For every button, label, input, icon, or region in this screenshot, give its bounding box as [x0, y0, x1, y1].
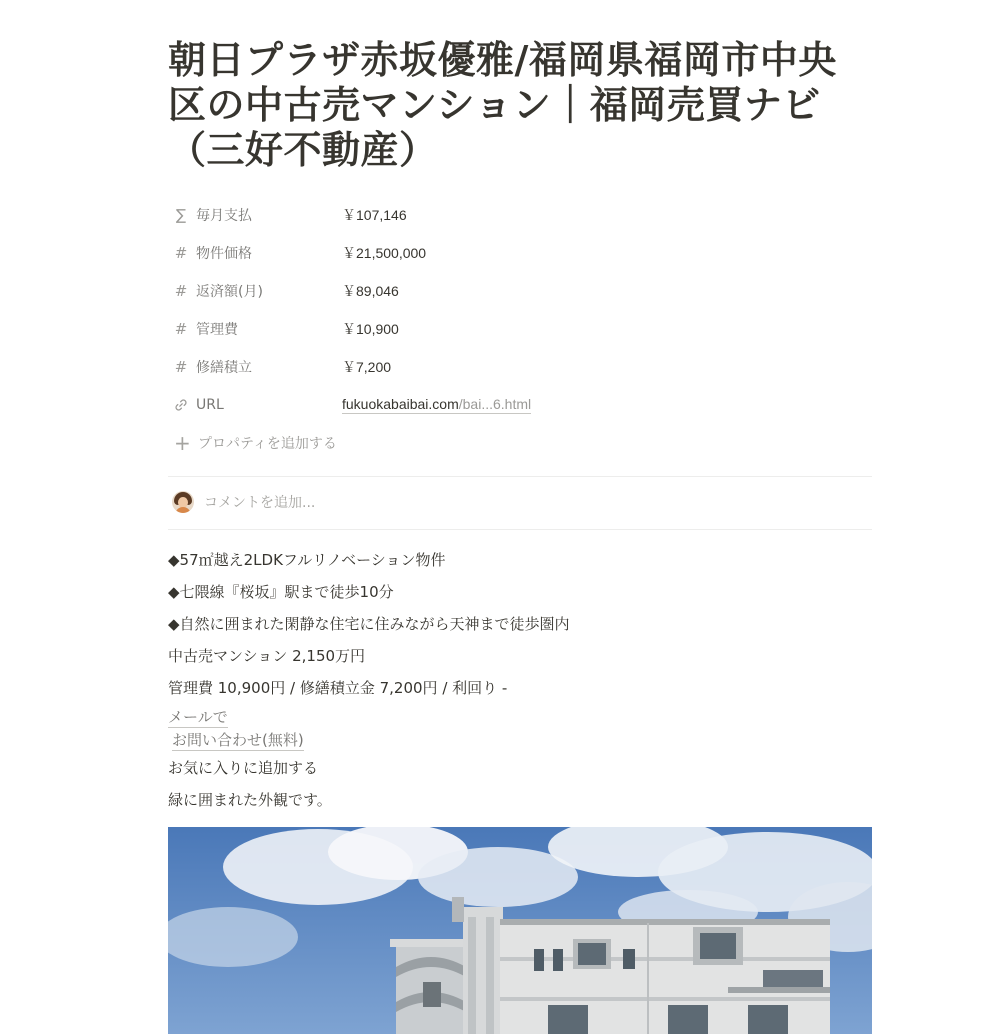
mail-inquiry-link[interactable] [168, 706, 872, 752]
mail-link-line1[interactable]: メールで [168, 708, 228, 726]
add-property-button[interactable] [168, 424, 872, 462]
property-row-price[interactable] [168, 234, 872, 272]
text-block[interactable]: 管理費 10,900円 / 修繕積立金 7,200円 / 利回り - [168, 679, 508, 697]
avatar [172, 491, 194, 513]
page-body [168, 544, 872, 816]
property-row-management-fee[interactable] [168, 310, 872, 348]
divider [168, 529, 872, 530]
property-row-monthly-payment[interactable] [168, 196, 872, 234]
building-photo[interactable] [168, 827, 872, 1034]
comment-input[interactable]: コメントを追加... [204, 495, 316, 511]
hash-icon: # [174, 320, 188, 338]
add-property-label: プロパティを追加する [198, 436, 337, 452]
property-name[interactable] [168, 205, 342, 225]
property-label: 管理費 [196, 322, 238, 338]
url-path: /bai...6.html [458, 396, 532, 412]
property-value[interactable]: ￥10,900 [342, 321, 399, 337]
property-label: 毎月支払 [196, 208, 252, 224]
property-row-url[interactable] [168, 386, 872, 424]
property-name[interactable] [168, 281, 342, 301]
text-block[interactable]: ◆自然に囲まれた閑静な住宅に住みながら天神まで徒歩圏内 [168, 615, 570, 633]
property-name[interactable] [168, 397, 342, 413]
plus-icon: + [174, 431, 191, 455]
properties-panel [168, 196, 872, 462]
property-label: 返済額(月) [196, 284, 263, 300]
property-value[interactable]: ￥7,200 [342, 359, 392, 375]
property-label: 修繕積立 [196, 360, 252, 376]
property-name[interactable] [168, 243, 342, 263]
link-icon [174, 398, 188, 412]
text-block[interactable]: ◆57㎡越え2LDKフルリノベーション物件 [168, 551, 446, 569]
property-label: URL [196, 397, 224, 413]
page-title[interactable]: 朝日プラザ赤坂優雅/福岡県福岡市中央区の中古売マンション｜福岡売買ナビ（三好不動産） [168, 38, 837, 172]
property-name[interactable] [168, 357, 342, 377]
property-value[interactable]: ￥107,146 [342, 207, 407, 223]
property-value[interactable]: ￥21,500,000 [342, 245, 427, 261]
hash-icon: # [174, 244, 188, 262]
property-label: 物件価格 [196, 246, 252, 262]
property-value[interactable]: ￥89,046 [342, 283, 399, 299]
mail-link-line2[interactable]: お問い合わせ(無料) [172, 731, 304, 749]
divider [168, 476, 872, 477]
favorite-text[interactable]: お気に入りに追加する [168, 759, 319, 777]
text-block[interactable]: ◆七隈線『桜坂』駅まで徒歩10分 [168, 583, 394, 601]
comment-row[interactable] [172, 490, 315, 514]
text-block[interactable]: 中古売マンション 2,150万円 [168, 647, 366, 665]
sigma-icon: ∑ [175, 206, 187, 224]
url-domain: fukuokabaibai.com [342, 396, 459, 412]
url-link[interactable] [342, 396, 531, 414]
property-row-repayment[interactable] [168, 272, 872, 310]
property-row-repair-reserve[interactable] [168, 348, 872, 386]
hash-icon: # [174, 358, 188, 376]
image-caption[interactable]: 緑に囲まれた外観です。 [168, 791, 332, 809]
property-name[interactable] [168, 319, 342, 339]
hash-icon: # [174, 282, 188, 300]
